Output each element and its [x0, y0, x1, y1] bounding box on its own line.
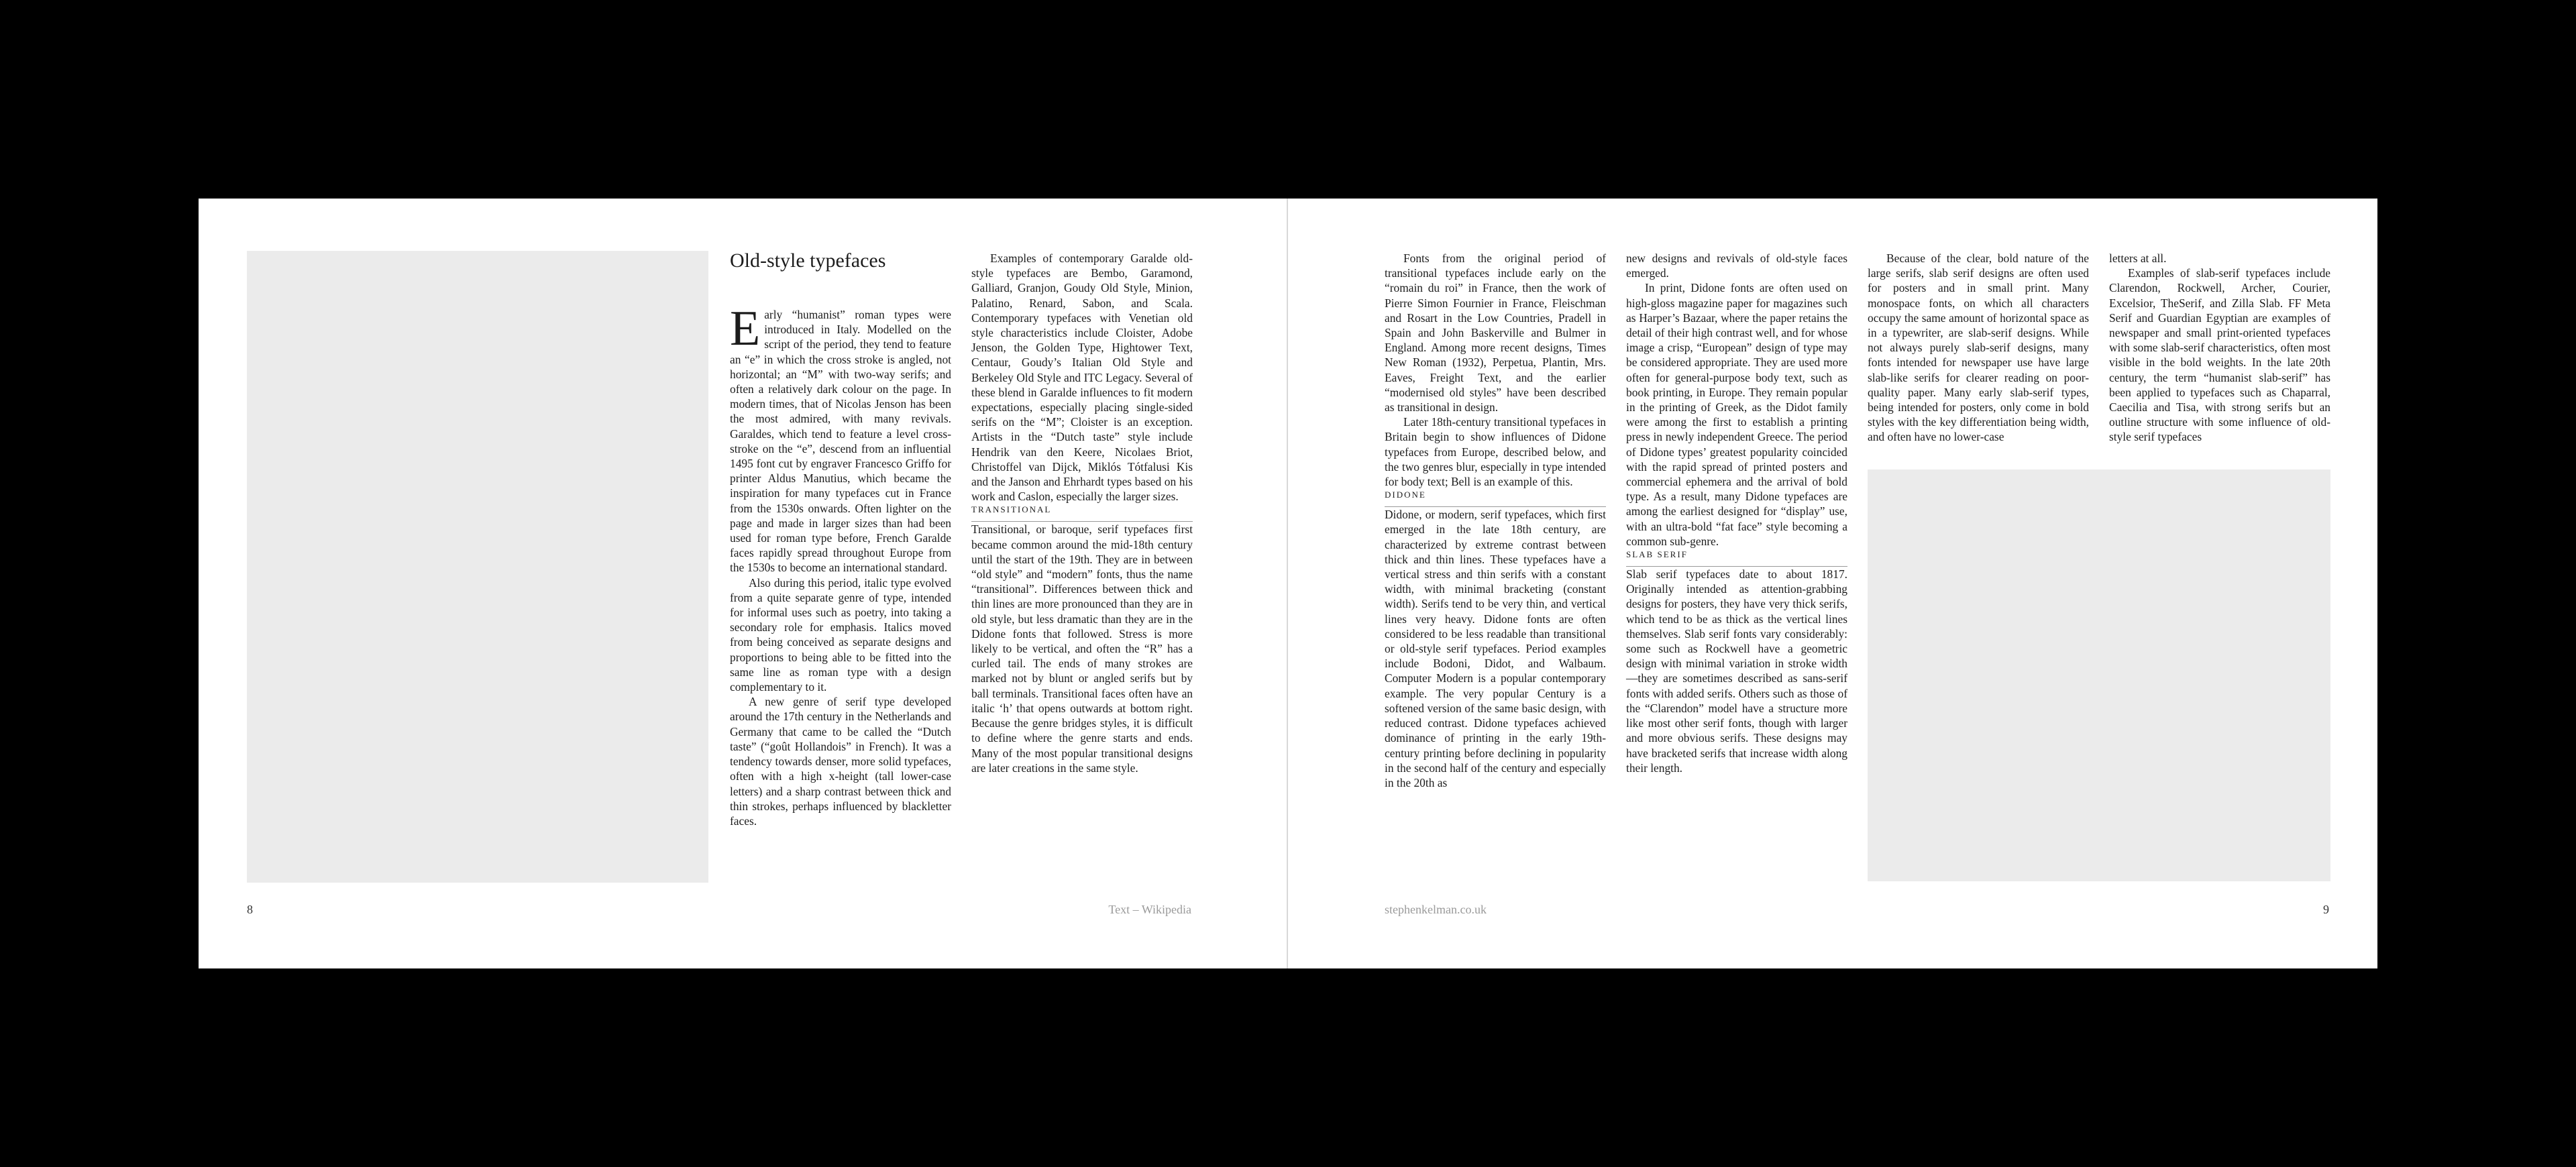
paragraph: Fonts from the original period of transitional typefaces include early on the “romain du roi” in France, then the work of Pierre Simon Fournier in France, Fleischman and Rosart in the Low Countries, Pradell in Spain and John Baskerville and Bulmer in England. Among more recent designs, Times New Roman (1932), Perpetua, Plantin, Mrs. Eaves, Freight Text, and the earlier “modernised old styles” have been described as transitional in design.	[1385, 252, 1606, 414]
paragraph: Transitional, or baroque, serif typefaces first became common around the mid-18th century until the start of the 19th. They are in between “old style” and “modern” fonts, thus the name “transitional”. Differences between thick and thin lines are more pronounced than they are in old style, but less dramatic than they are in the Didone fonts that followed. Stress is more likely to be vertical, and often the “R” has a curled tail. The ends of many strokes are marked not by blunt or angled serifs but by ball terminals. Transitional faces often have an italic ‘h’ that opens outwards at bottom right. Because the genre bridges styles, it is difficult to define where the genre starts and ends. Many of the most popular transitional designs are later creations in the same style.	[971, 522, 1193, 775]
running-footer-left: Text – Wikipedia	[1108, 903, 1191, 916]
section-heading-transitional: TRANSITIONAL	[971, 504, 1193, 522]
paragraph: Later 18th-century transitional typefaces in Britain begin to show influences of Didone typefaces from Europe, described below, and the two genres blur, especially in type intended for body text; Bell is an example of this.	[1385, 415, 1606, 489]
right-column-3	[1868, 251, 2089, 445]
left-page	[199, 199, 1287, 968]
image-placeholder-right	[1868, 469, 2330, 881]
page-number-left: 8	[247, 903, 253, 916]
section-heading-slab-serif: SLAB SERIF	[1626, 549, 1847, 567]
drop-cap: E	[730, 301, 761, 356]
paragraph: Early “humanist” roman types were introduced in Italy. Modelled on the script of the period, they tend to feature an “e” in which the cross stroke is angled, not horizontal; an “M” with two-way serifs; and often a relatively dark colour on the page. In modern times, that of Nicolas Jenson has been the most admired, with many revivals. Garaldes, which tend to feature a level cross-stroke on the “e”, descend from an influential 1495 font cut by engraver Francesco Griffo for printer Aldus Manutius, which became the inspiration for many typefaces cut in France from the 1530s onwards. Often lighter on the page and made in larger sizes than had been used for roman type before, French Garalde faces rapidly spread throughout Europe from the 1530s to become an international standard.	[730, 301, 951, 575]
paragraph: In print, Didone fonts are often used on high-gloss magazine paper for magazines such as Harper’s Bazaar, where the paper retains the detail of their high contrast well, and for whose image a crisp, “European” design of type may be considered appropriate. They are used more often for general-purpose body text, such as book printing, in Europe. They remain popular in the printing of Greek, as the Didot family were among the first to establish a printing press in newly independent Greece. The period of Didone types’ greatest popularity coincided with the rapid spread of printed posters and commercial ephemera and the arrival of bold type. As a result, many Didone typefaces are among the earliest designed for “display” use, with an ultra-bold “fat face” style becoming a common sub-genre.	[1626, 281, 1847, 548]
paragraph: Slab serif typefaces date to about 1817. Originally intended as attention-grabbing designs for posters, they have very thick serifs, which tend to be as thick as the vertical lines themselves. Slab serif fonts vary considerably: some such as Rockwell have a geometric design with minimal variation in stroke width—they are sometimes described as sans-serif fonts with added serifs. Others such as those of the “Clarendon” model have a structure more like most other serif fonts, though with larger and more obvious serifs. These designs may have bracketed serifs that increase width along their length.	[1626, 567, 1847, 775]
paragraph: Didone, or modern, serif typefaces, which first emerged in the late 18th century, are characterized by extreme contrast between thick and thin lines. These typefaces have a vertical stress and thin serifs with a constant width, with minimal bracketing (constant width). Serifs tend to be very thin, and vertical lines very heavy. Didone fonts are often considered to be less readable than transitional or old-style serif typefaces. Period examples include Bodoni, Didot, and Walbaum. Computer Modern is a popular contemporary example. The very popular Century is a softened version of the same basic design, with reduced contrast. Didone typefaces achieved dominance of printing in the early 19th-century printing before declining in popularity in the second half of the century and especially in the 20th as	[1385, 508, 1606, 789]
right-column-1	[1385, 251, 1606, 790]
paragraph: Because of the clear, bold nature of the large serifs, slab serif designs are often used for posters and in small print. Many monospace fonts, on which all characters occupy the same amount of horizontal space as in a typewriter, are slab-serif designs. While not always purely slab-serif designs, many fonts intended for newspaper use have large slab-like serifs for clearer reading on poor-quality paper. Many early slab-serif types, being intended for posters, only come in bold styles with the key differentiation being width, and often have no lower-case	[1868, 252, 2089, 444]
page-number-right: 9	[2323, 903, 2329, 916]
paragraph: Examples of slab-serif typefaces include Clarendon, Rockwell, Archer, Courier, Excelsior, TheSerif, and Zilla Slab. FF Meta Serif and Guardian Egyptian are examples of newspaper and small print-oriented typefaces with some slab-serif characteristics, often most visible in the bold weights. In the late 20th century, the term “humanist slab-serif” has been applied to typefaces such as Chaparral, Caecilia and Tisa, with strong serifs but an outline structure with some influence of old-style serif typefaces	[2109, 266, 2330, 444]
left-column-1	[730, 301, 951, 828]
section-heading-didone: DIDONE	[1385, 489, 1606, 507]
image-placeholder-left	[247, 251, 708, 883]
paragraph: Also during this period, italic type evolved from a quite separate genre of type, intended for informal uses such as poetry, into taking a secondary role for emphasis. Italics moved from being conceived as separate designs and proportions to being able to be fitted into the same line as roman type with a design complementary to it.	[730, 575, 951, 694]
paragraph: new designs and revivals of old-style faces emerged.	[1626, 252, 1847, 280]
paragraph: A new genre of serif type developed around the 17th century in the Netherlands and Germany that came to be called the “Dutch taste” (“goût Hollandois” in French). It was a tendency towards denser, more solid typefaces, often with a high x-height (tall lower-case letters) and a sharp contrast between thick and thin strokes, perhaps influenced by blackletter faces.	[730, 695, 951, 828]
right-column-4	[2109, 251, 2330, 445]
paragraph: letters at all.	[2109, 252, 2167, 265]
left-column-2	[971, 251, 1193, 775]
running-footer-right: stephenkelman.co.uk	[1385, 903, 1487, 916]
page-title: Old-style typefaces	[730, 249, 886, 272]
paragraph: Examples of contemporary Garalde old-style typefaces are Bembo, Garamond, Galliard, Granjon, Goudy Old Style, Minion, Palatino, Renard, Sabon, and Scala. Contemporary typefaces with Venetian old style characteristics include Cloister, Adobe Jenson, the Golden Type, Hightower Text, Centaur, Goudy’s Italian Old Style and Berkeley Old Style and ITC Legacy. Several of these blend in Garalde influences to fit modern expectations, especially placing single-sided serifs on the “M”; Cloister is an exception. Artists in the “Dutch taste” style include Hendrik van den Keere, Nicolaes Briot, Christoffel van Dijck, Miklós Tótfalusi Kis and the Janson and Ehrhardt types based on his work and Caslon, especially the larger sizes.	[971, 252, 1193, 504]
right-page	[1288, 199, 2377, 968]
right-column-2	[1626, 251, 1847, 775]
